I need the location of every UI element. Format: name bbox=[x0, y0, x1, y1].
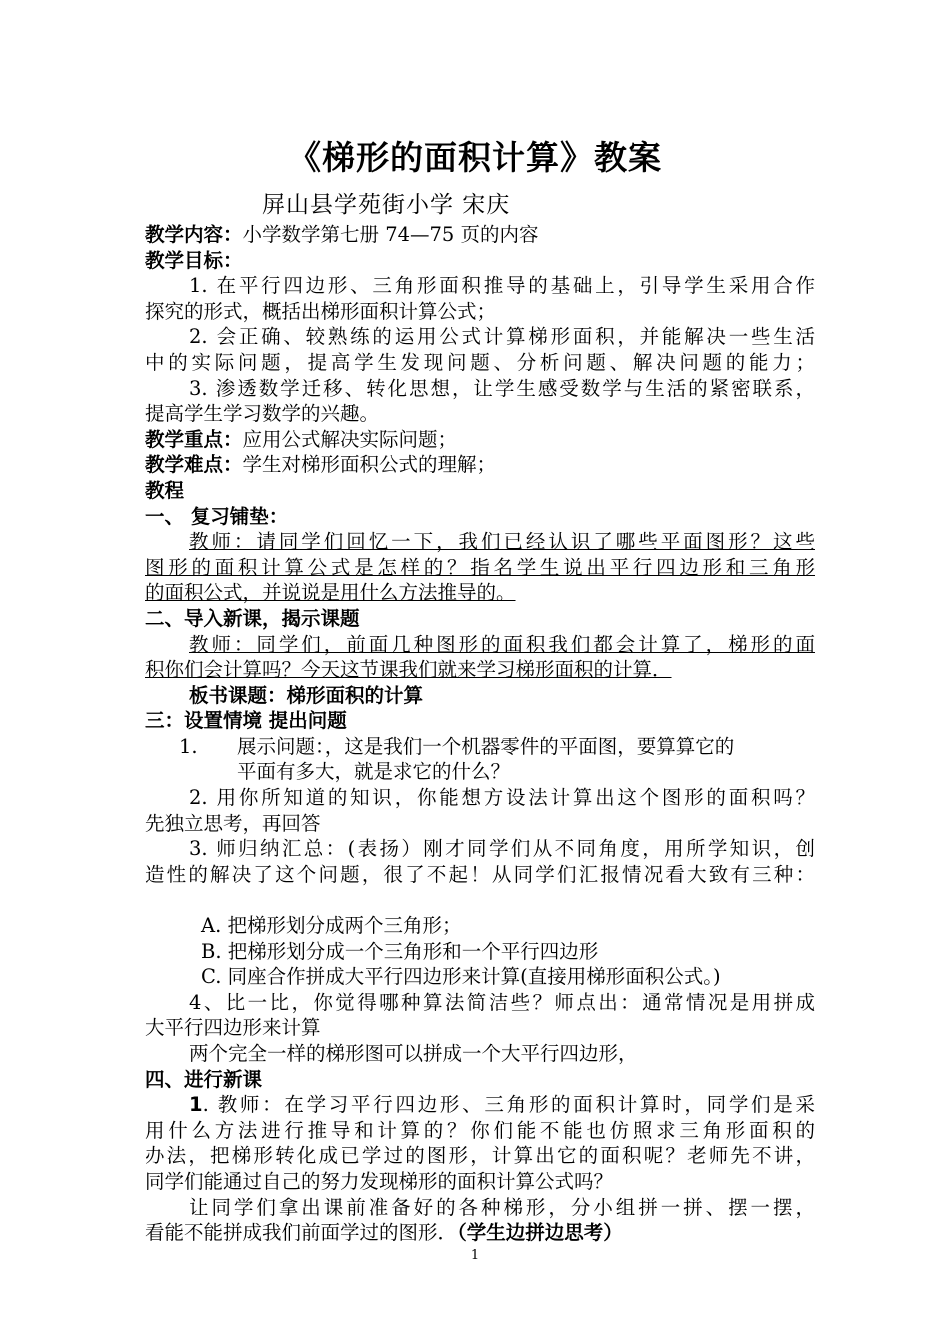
section-4-item-2-line-1: 让同学们拿出课前准备好的各种梯形，分小组拼一拼、摆一摆， bbox=[189, 1195, 815, 1219]
goal-3-line-2: 提高学生学习数学的兴趣。 bbox=[145, 402, 380, 426]
section-1-line-2: 图形的面积计算公式是怎样的？指名学生说出平行四边形和三角形 bbox=[145, 555, 815, 579]
key-point bbox=[145, 427, 815, 453]
section-4-item-1-line-3: 办法，把梯形转化成已学过的图形，计算出它的面积呢？老师先不讲， bbox=[145, 1144, 815, 1168]
difficult-point-text: 学生对梯形面积公式的理解； bbox=[242, 453, 497, 477]
section-4-item-1-number: 1 bbox=[189, 1093, 203, 1117]
section-3-note: 两个完全一样的梯形图可以拼成一个大平行四边形， bbox=[189, 1042, 638, 1065]
section-4-item-2-bold-note: （学生边拼边思考） bbox=[457, 1221, 623, 1245]
difficult-point-label: 教学难点： bbox=[145, 453, 243, 477]
section-2-line-2: 积你们会计算吗？今天这节课我们就来学习梯形面积的计算． bbox=[145, 658, 672, 682]
section-3-item-2-line-2: 先独立思考，再回答 bbox=[145, 811, 321, 835]
key-point-label: 教学重点： bbox=[145, 427, 243, 451]
section-3-item-1-line-1: 展示问题：，这是我们一个机器零件的平面图，要算算它的 bbox=[237, 734, 735, 758]
board-title: 板书课题：梯形面积的计算 bbox=[189, 683, 424, 707]
section-3-item-4-line-2: 大平行四边形来计算 bbox=[145, 1016, 321, 1040]
section-3-item-4-line-1: 4、比一比，你觉得哪种算法简洁些？师点出：通常情况是用拼成 bbox=[189, 990, 815, 1014]
goal-1-line-2: 探究的形式，概括出梯形面积计算公式； bbox=[145, 299, 497, 323]
section-2-heading: 二、导入新课，揭示课题 bbox=[145, 606, 360, 630]
section-3-item-3-line-2: 造性的解决了这个问题，很了不起！从同学们汇报情况看大致有三种： bbox=[145, 862, 815, 886]
author-line: 屏山县学苑街小学 宋庆 bbox=[262, 192, 511, 218]
teaching-goals-label: 教学目标： bbox=[145, 248, 243, 272]
goal-2-line-1: 2. 会正确、较熟练的运用公式计算梯形面积，并能解决一些生活 bbox=[189, 325, 815, 349]
teaching-content-text: 小学数学第七册 74—75 页的内容 bbox=[242, 223, 539, 246]
page-number: 1 bbox=[470, 1248, 480, 1263]
option-c: C. 同座合作拼成大平行四边形来计算(直接用梯形面积公式。) bbox=[201, 965, 721, 989]
document-body bbox=[145, 222, 815, 1246]
teaching-content-label: 教学内容： bbox=[145, 223, 243, 246]
goal-1-line-1: 1. 在平行四边形、三角形面积推导的基础上，引导学生采用合作 bbox=[189, 274, 815, 298]
section-3-item-1 bbox=[145, 734, 815, 760]
section-1-heading: 一、 复习铺垫： bbox=[145, 504, 289, 528]
section-4-item-2-text: 看能不能拼成我们前面学过的图形． bbox=[145, 1221, 458, 1245]
document-title: 《梯形的面积计算》教案 bbox=[288, 138, 662, 177]
section-4-item-2-line-2 bbox=[145, 1220, 815, 1246]
section-1-line-1: 教师：请同学们回忆一下，我们已经认识了哪些平面图形？这些 bbox=[189, 530, 815, 554]
section-4-heading: 四、进行新课 bbox=[145, 1067, 263, 1091]
goal-3-line-1: 3. 渗透数学迁移、转化思想，让学生感受数学与生活的紧密联系， bbox=[189, 376, 815, 400]
section-3-heading: 三：设置情境 提出问题 bbox=[145, 709, 347, 733]
section-3-item-3-line-1: 3. 师归纳汇总：(表扬）刚才同学们从不同角度，用所学知识，创 bbox=[189, 837, 815, 861]
section-2-line-1: 教师：同学们，前面几种图形的面积我们都会计算了，梯形的面 bbox=[189, 632, 815, 656]
difficult-point bbox=[145, 452, 815, 478]
goal-2-line-2: 中的实际问题，提高学生发现问题、分析问题、解决问题的能力； bbox=[145, 350, 815, 374]
section-3-item-1-line-2: 平面有多大，就是求它的什么？ bbox=[237, 760, 511, 784]
section-4-item-1-text: . 教师：在学习平行四边形、三角形的面积计算时，同学们是采 bbox=[202, 1093, 815, 1117]
option-b: B. 把梯形划分成一个三角形和一个平行四边形 bbox=[201, 939, 599, 963]
process-heading: 教程 bbox=[145, 478, 185, 502]
section-1-line-3: 的面积公式，并说说是用什么方法推导的。 bbox=[145, 581, 516, 605]
teaching-content bbox=[145, 222, 815, 248]
section-3-item-2-line-1: 2. 用你所知道的知识，你能想方设法计算出这个图形的面积吗？ bbox=[189, 786, 815, 810]
section-3-item-1-number: 1. bbox=[179, 734, 198, 758]
section-4-item-1-line-2: 用什么方法进行推导和计算的？你们能不能也仿照求三角形面积的 bbox=[145, 1118, 815, 1142]
section-4-item-1-line-1 bbox=[145, 1092, 815, 1118]
option-a: A. 把梯形划分成两个三角形； bbox=[201, 914, 462, 938]
key-point-text: 应用公式解决实际问题； bbox=[242, 427, 458, 451]
section-4-item-1-line-4: 同学们能通过自己的努力发现梯形的面积计算公式吗？ bbox=[145, 1169, 614, 1193]
blank-line bbox=[145, 887, 815, 913]
